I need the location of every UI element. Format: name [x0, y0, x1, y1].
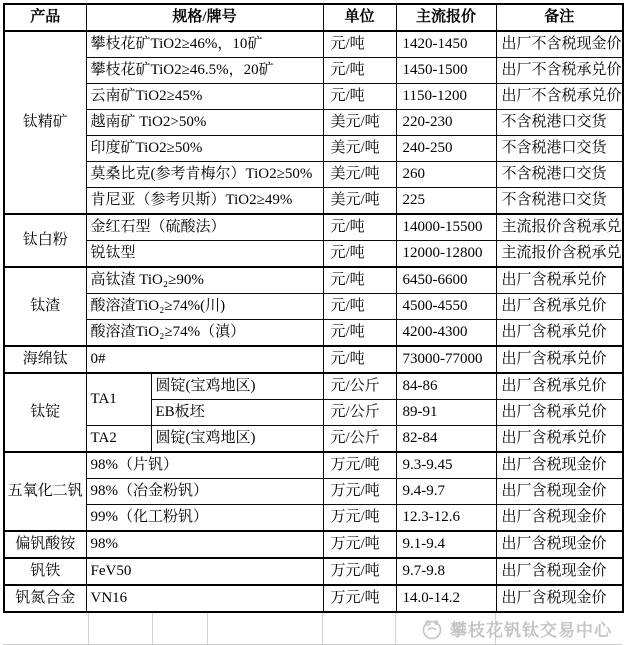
table-row [4, 585, 623, 612]
unit-cell: 元/吨 [323, 320, 396, 347]
unit-cell: 元/吨 [323, 346, 396, 373]
remark-cell: 出厂含税承兑价 [496, 373, 623, 400]
unit-cell: 元/吨 [323, 267, 396, 294]
price-cell: 9.7-9.8 [396, 558, 496, 585]
spec-cell: VN16 [86, 585, 323, 612]
column-header-price: 主流报价 [396, 4, 496, 31]
remark-cell: 不含税港口交货 [496, 188, 623, 215]
unit-cell: 万元/吨 [323, 585, 396, 612]
unit-cell: 美元/吨 [323, 162, 396, 188]
remark-cell: 出厂含税现金价 [496, 505, 623, 532]
price-cell: 4500-4550 [396, 294, 496, 320]
spec-cell: 0# [86, 346, 323, 373]
remark-cell: 出厂不含税现金价 [496, 31, 623, 58]
empty-footer-row [3, 613, 622, 645]
remark-cell: 不含税港口交货 [496, 162, 623, 188]
price-cell: 12.3-12.6 [396, 505, 496, 532]
watermark [420, 616, 612, 641]
product-cell: 偏钒酸铵 [4, 531, 86, 558]
unit-cell: 元/公斤 [323, 400, 396, 426]
spec-cell: 攀枝花矿TiO2≥46%，10矿 [86, 31, 323, 58]
gridline [322, 613, 323, 644]
table-row [4, 505, 623, 532]
spec-cell: 攀枝花矿TiO2≥46.5%，20矿 [86, 58, 323, 84]
product-cell: 钒铁 [4, 558, 86, 585]
product-cell: 钛精矿 [4, 31, 86, 214]
remark-cell: 出厂含税现金价 [496, 585, 623, 612]
spec-cell: 肯尼亚（参考贝斯）TiO2≥49% [86, 188, 323, 215]
price-cell: 220-230 [396, 110, 496, 136]
remark-cell: 出厂含税承兑价 [496, 400, 623, 426]
column-header-remark: 备注 [496, 4, 623, 31]
remark-cell: 出厂含税现金价 [496, 531, 623, 558]
spec-cell: 莫桑比克(参考肯梅尔）TiO2≥50% [86, 162, 323, 188]
price-cell: 1450-1500 [396, 58, 496, 84]
gridline [152, 613, 153, 644]
remark-cell: 出厂含税承兑价 [496, 267, 623, 294]
gridline [88, 613, 89, 644]
table-row [4, 241, 623, 268]
price-cell: 84-86 [396, 373, 496, 400]
spec-cell: 圆锭(宝鸡地区) [151, 426, 323, 453]
spec-cell: 酸溶渣TiO₂≥74%(川) [86, 294, 323, 320]
unit-cell: 元/吨 [323, 31, 396, 58]
spec-cell: 高钛渣 TiO₂≥90% [86, 267, 323, 294]
spec-cell: FeV50 [86, 558, 323, 585]
price-cell: 14.0-14.2 [396, 585, 496, 612]
spec-cell: 锐钛型 [86, 241, 323, 268]
table-row [4, 531, 623, 558]
unit-cell: 元/吨 [323, 241, 396, 268]
unit-cell: 万元/吨 [323, 479, 396, 505]
unit-cell: 万元/吨 [323, 531, 396, 558]
price-cell: 82-84 [396, 426, 496, 453]
exchange-logo-icon [420, 617, 444, 641]
price-cell: 9.1-9.4 [396, 531, 496, 558]
price-cell: 9.3-9.45 [396, 452, 496, 479]
remark-cell: 出厂含税承兑价 [496, 346, 623, 373]
price-cell: 225 [396, 188, 496, 215]
price-cell: 1420-1450 [396, 31, 496, 58]
remark-cell: 出厂不含税承兑价 [496, 84, 623, 110]
unit-cell: 美元/吨 [323, 188, 396, 215]
column-header-product: 产品 [4, 4, 86, 31]
unit-cell: 元/吨 [323, 294, 396, 320]
header-row [4, 4, 623, 31]
product-cell: 五氧化二钒 [4, 452, 86, 531]
remark-cell: 出厂含税承兑价 [496, 426, 623, 453]
price-cell: 6450-6600 [396, 267, 496, 294]
spec-cell: 酸溶渣TiO₂≥74%（滇） [86, 320, 323, 347]
price-cell: 9.4-9.7 [396, 479, 496, 505]
price-cell: 1150-1200 [396, 84, 496, 110]
remark-cell: 出厂含税现金价 [496, 479, 623, 505]
unit-cell: 元/公斤 [323, 373, 396, 400]
unit-cell: 元/吨 [323, 214, 396, 241]
unit-cell: 万元/吨 [323, 452, 396, 479]
price-table [3, 3, 624, 613]
table-row [4, 294, 623, 320]
spec-cell: 印度矿TiO2≥50% [86, 136, 323, 162]
table-row [4, 214, 623, 241]
table-row [4, 84, 623, 110]
remark-cell: 出厂不含税承兑价 [496, 58, 623, 84]
product-cell: 海绵钛 [4, 346, 86, 373]
remark-cell: 不含税港口交货 [496, 136, 623, 162]
gridline [207, 613, 208, 644]
remark-cell: 主流报价含税承兑 [496, 214, 623, 241]
price-cell: 14000-15500 [396, 214, 496, 241]
table-row [4, 452, 623, 479]
product-cell: 钛白粉 [4, 214, 86, 267]
unit-cell: 万元/吨 [323, 558, 396, 585]
table-row [4, 58, 623, 84]
unit-cell: 元/吨 [323, 84, 396, 110]
price-cell: 89-91 [396, 400, 496, 426]
price-cell: 73000-77000 [396, 346, 496, 373]
column-header-unit: 单位 [323, 4, 396, 31]
price-cell: 240-250 [396, 136, 496, 162]
table-row [4, 188, 623, 215]
watermark-text: 攀枝花钒钛交易中心 [450, 621, 612, 640]
grade-cell: TA1 [86, 373, 151, 426]
remark-cell: 出厂含税承兑价 [496, 320, 623, 347]
spec-cell: 云南矿TiO2≥45% [86, 84, 323, 110]
gridline [395, 613, 396, 644]
table-row [4, 110, 623, 136]
unit-cell: 元/公斤 [323, 426, 396, 453]
table-row [4, 558, 623, 585]
spec-cell: 98%（冶金粉钒） [86, 479, 323, 505]
table-row [4, 320, 623, 347]
spec-cell: 越南矿 TiO2>50% [86, 110, 323, 136]
spec-cell: 98% [86, 531, 323, 558]
spec-cell: 99%（化工粉钒） [86, 505, 323, 532]
remark-cell: 出厂含税现金价 [496, 452, 623, 479]
product-cell: 钛渣 [4, 267, 86, 346]
table-row [4, 346, 623, 373]
price-cell: 4200-4300 [396, 320, 496, 347]
unit-cell: 元/吨 [323, 58, 396, 84]
remark-cell: 出厂含税承兑价 [496, 294, 623, 320]
remark-cell: 主流报价含税承兑 [496, 241, 623, 268]
table-row [4, 31, 623, 58]
product-cell: 钒氮合金 [4, 585, 86, 612]
spec-cell: 圆锭(宝鸡地区) [151, 373, 323, 400]
product-cell: 钛锭 [4, 373, 86, 452]
table-row [4, 426, 623, 453]
unit-cell: 美元/吨 [323, 136, 396, 162]
remark-cell: 出厂含税现金价 [496, 558, 623, 585]
table-row [4, 162, 623, 188]
unit-cell: 美元/吨 [323, 110, 396, 136]
table-row [4, 267, 623, 294]
spec-cell: 金红石型（硫酸法） [86, 214, 323, 241]
remark-cell: 不含税港口交货 [496, 110, 623, 136]
table-row [4, 373, 623, 400]
price-cell: 12000-12800 [396, 241, 496, 268]
price-cell: 260 [396, 162, 496, 188]
column-header-spec: 规格/牌号 [86, 4, 323, 31]
spec-cell: 98%（片钒） [86, 452, 323, 479]
grade-cell: TA2 [86, 426, 151, 453]
spec-cell: EB板坯 [151, 400, 323, 426]
unit-cell: 万元/吨 [323, 505, 396, 532]
table-row [4, 479, 623, 505]
table-row [4, 136, 623, 162]
